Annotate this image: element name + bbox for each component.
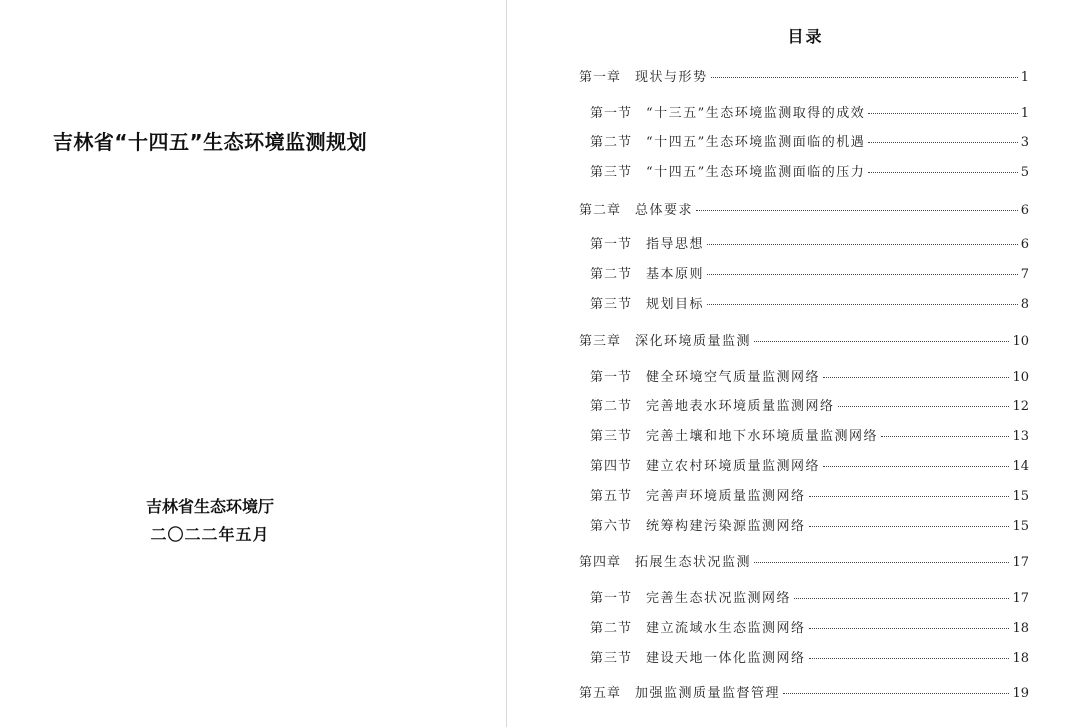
toc-entry-label: 第四节: [590, 459, 633, 474]
toc-entry-label: 第二章: [579, 203, 622, 218]
toc-heading: 目录: [787, 27, 824, 46]
toc-entry-label: 第四章: [579, 555, 622, 570]
toc-chapter-entry[interactable]: [579, 199, 1029, 218]
toc-entry-label: 第三节: [590, 429, 633, 444]
toc-entry-label: 第三章: [579, 334, 622, 349]
dot-leader: [707, 304, 1018, 305]
dot-leader: [823, 377, 1009, 378]
toc-page-number: 17: [1012, 591, 1029, 606]
toc-section-entry[interactable]: [590, 233, 1029, 252]
dot-leader: [809, 496, 1010, 497]
toc-entry-label: 第三节: [590, 651, 633, 666]
issue-date: 二〇二二年五月: [150, 525, 270, 544]
dot-leader: [783, 693, 1009, 694]
toc-entry-label: 第二节: [590, 135, 633, 150]
toc-section-entry[interactable]: [590, 395, 1029, 414]
issuing-organization: 吉林省生态环境厅: [145, 497, 274, 516]
toc-entry-title: 完善生态状况监测网络: [646, 591, 792, 606]
dot-leader: [696, 210, 1018, 211]
toc-section-entry[interactable]: [590, 455, 1029, 474]
dot-leader: [707, 244, 1018, 245]
dot-leader: [809, 628, 1010, 629]
toc-entry-title: 深化环境质量监测: [635, 334, 752, 349]
toc-entry-title: 完善土壤和地下水环境质量监测网络: [646, 429, 879, 444]
toc-section-entry[interactable]: [590, 515, 1029, 534]
toc-page-number: 15: [1012, 489, 1029, 504]
toc-list: [507, 0, 1080, 727]
cover-page: [0, 0, 506, 727]
dot-leader: [809, 658, 1010, 659]
toc-page-number: 1: [1020, 106, 1029, 121]
toc-entry-label: 第一章: [579, 70, 622, 85]
toc-entry-title: 建立流域水生态监测网络: [646, 621, 806, 636]
document-title: 吉林省“十四五”生态环境监测规划: [52, 130, 368, 154]
toc-page-number: 6: [1020, 237, 1029, 252]
dot-leader: [868, 113, 1017, 114]
toc-section-entry[interactable]: [590, 587, 1029, 606]
toc-entry-title: 建设天地一体化监测网络: [646, 651, 806, 666]
toc-section-entry[interactable]: [590, 102, 1029, 121]
toc-entry-title: 基本原则: [646, 267, 705, 282]
toc-section-entry[interactable]: [590, 617, 1029, 636]
toc-entry-title: 指导思想: [646, 237, 705, 252]
toc-entry-label: 第三节: [590, 297, 633, 312]
dot-leader: [838, 406, 1010, 407]
toc-page-number: 18: [1012, 621, 1029, 636]
toc-entry-title: 健全环境空气质量监测网络: [646, 370, 821, 385]
toc-entry-label: 第二节: [590, 267, 633, 282]
dot-leader: [711, 77, 1018, 78]
toc-entry-title: “十四五”生态环境监测面临的机遇: [646, 135, 866, 150]
toc-section-entry[interactable]: [590, 425, 1029, 444]
toc-page: [507, 0, 1080, 727]
toc-entry-title: 统筹构建污染源监测网络: [646, 519, 806, 534]
toc-section-entry[interactable]: [590, 161, 1029, 180]
toc-entry-title: “十四五”生态环境监测面临的压力: [646, 165, 866, 180]
toc-entry-label: 第三节: [590, 165, 633, 180]
toc-section-entry[interactable]: [590, 366, 1029, 385]
dot-leader: [881, 436, 1009, 437]
dot-leader: [868, 172, 1017, 173]
toc-page-number: 13: [1012, 429, 1029, 444]
toc-page-number: 3: [1020, 135, 1029, 150]
toc-entry-title: 规划目标: [646, 297, 705, 312]
dot-leader: [868, 142, 1017, 143]
toc-page-number: 17: [1012, 555, 1029, 570]
toc-chapter-entry[interactable]: [579, 682, 1029, 701]
toc-section-entry[interactable]: [590, 647, 1029, 666]
toc-section-entry[interactable]: [590, 131, 1029, 150]
toc-entry-label: 第五节: [590, 489, 633, 504]
toc-page-number: 8: [1020, 297, 1029, 312]
toc-page-number: 5: [1020, 165, 1029, 180]
toc-page-number: 6: [1020, 203, 1029, 218]
toc-entry-label: 第二节: [590, 621, 633, 636]
toc-page-number: 1: [1020, 70, 1029, 85]
toc-entry-title: 现状与形势: [635, 70, 708, 85]
toc-entry-label: 第六节: [590, 519, 633, 534]
toc-page-number: 14: [1012, 459, 1029, 474]
toc-page-number: 10: [1012, 334, 1029, 349]
toc-entry-label: 第一节: [590, 237, 633, 252]
toc-section-entry[interactable]: [590, 485, 1029, 504]
toc-entry-label: 第一节: [590, 106, 633, 121]
toc-chapter-entry[interactable]: [579, 66, 1029, 85]
toc-page-number: 18: [1012, 651, 1029, 666]
toc-entry-title: 完善声环境质量监测网络: [646, 489, 806, 504]
toc-entry-label: 第一节: [590, 370, 633, 385]
toc-section-entry[interactable]: [590, 293, 1029, 312]
toc-entry-title: 拓展生态状况监测: [635, 555, 752, 570]
toc-page-number: 19: [1012, 686, 1029, 701]
toc-page-number: 12: [1012, 399, 1029, 414]
toc-page-number: 7: [1020, 267, 1029, 282]
toc-entry-title: 完善地表水环境质量监测网络: [646, 399, 835, 414]
toc-entry-title: “十三五”生态环境监测取得的成效: [646, 106, 866, 121]
toc-section-entry[interactable]: [590, 263, 1029, 282]
toc-entry-label: 第二节: [590, 399, 633, 414]
dot-leader: [754, 341, 1009, 342]
toc-chapter-entry[interactable]: [579, 330, 1029, 349]
dot-leader: [707, 274, 1018, 275]
toc-entry-label: 第一节: [590, 591, 633, 606]
toc-chapter-entry[interactable]: [579, 551, 1029, 570]
toc-entry-title: 建立农村环境质量监测网络: [646, 459, 821, 474]
toc-page-number: 10: [1012, 370, 1029, 385]
dot-leader: [754, 562, 1009, 563]
toc-entry-title: 加强监测质量监督管理: [635, 686, 781, 701]
dot-leader: [809, 526, 1010, 527]
toc-entry-label: 第五章: [579, 686, 622, 701]
dot-leader: [794, 598, 1009, 599]
dot-leader: [823, 466, 1009, 467]
toc-entry-title: 总体要求: [635, 203, 694, 218]
toc-page-number: 15: [1012, 519, 1029, 534]
